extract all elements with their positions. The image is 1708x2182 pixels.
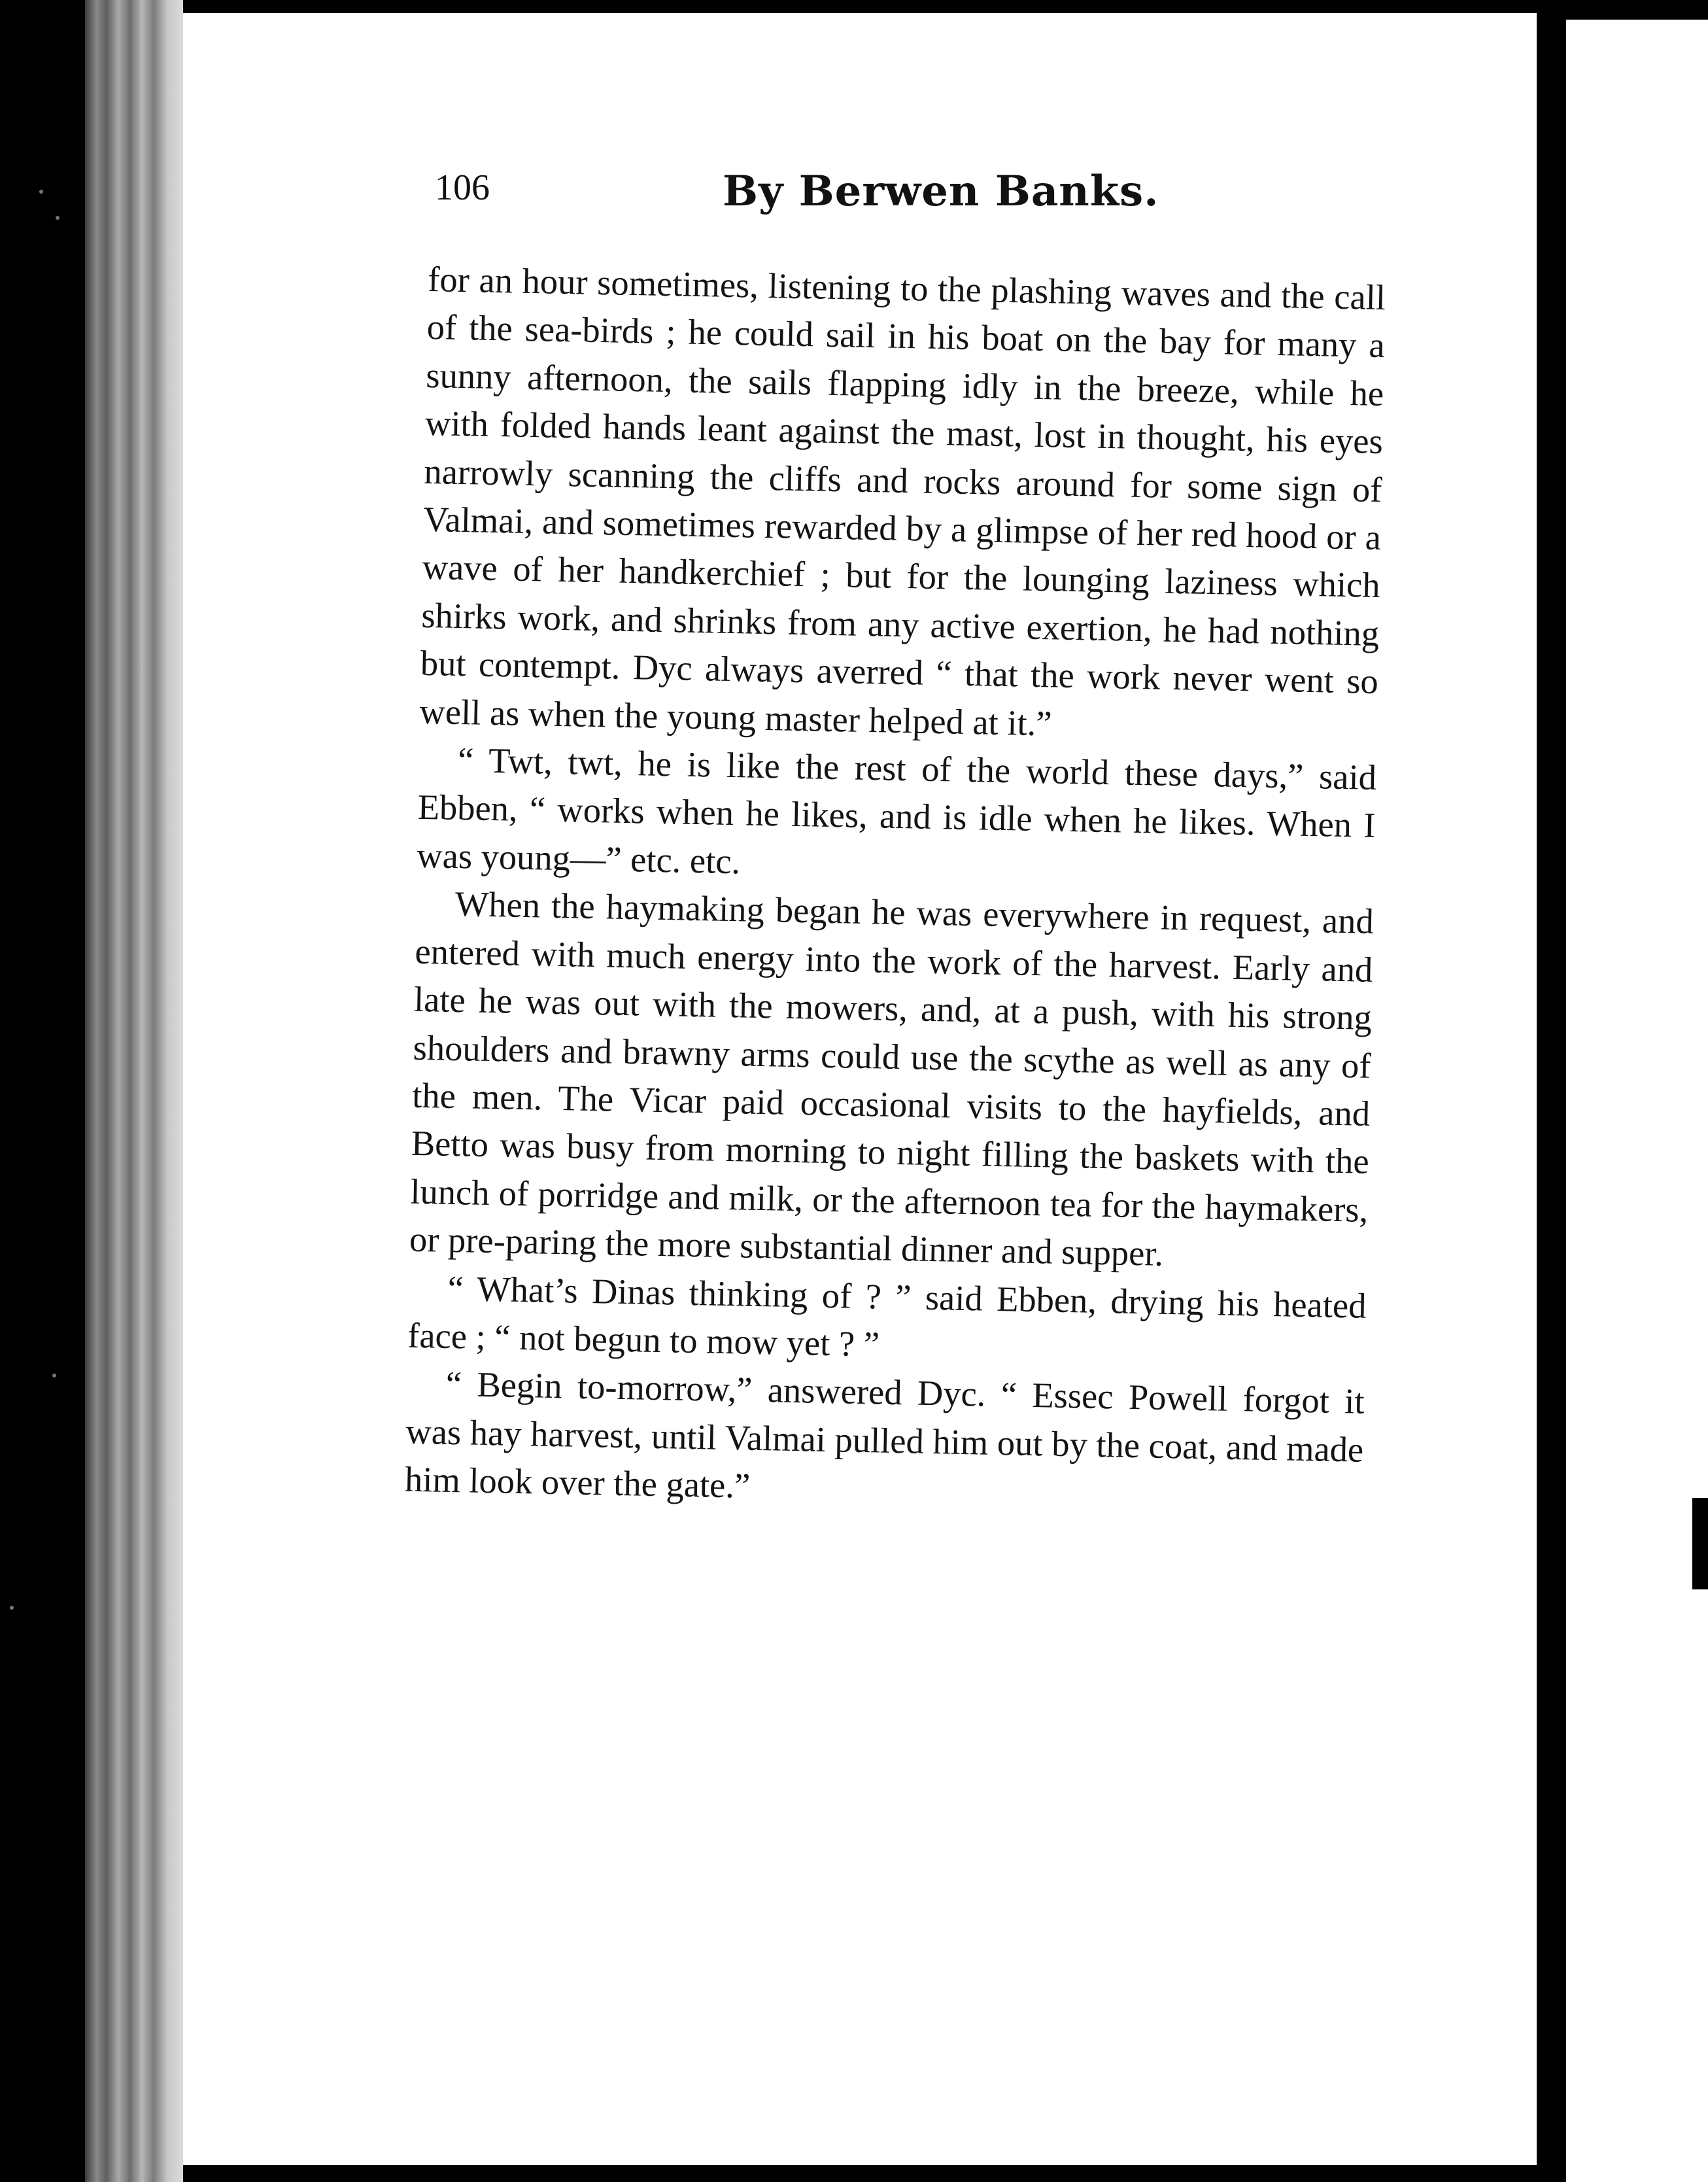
scan-speck	[52, 1374, 56, 1377]
book-gutter	[1537, 0, 1566, 2182]
facing-page-mark	[1692, 1498, 1708, 1589]
facing-page-edge	[1566, 20, 1708, 2182]
paragraph: “ What’s Dinas thinking of ? ” said Ebben, drying his heated face ; “ not begun to mow yet ? ”	[407, 1268, 1367, 1364]
paragraph: “ Begin to-morrow,” answered Dyc. “ Essec Powell forgot it was hay harvest, until Valmai pulled him out by the coat, and made him look over the gate.”	[404, 1364, 1365, 1506]
book-page-edges	[85, 0, 183, 2182]
running-title: By Berwen Banks.	[723, 167, 1159, 216]
scan-speck	[10, 1606, 14, 1610]
body-text	[404, 255, 1386, 1521]
scan-speck	[56, 216, 60, 220]
paragraph: “ Twt, twt, he is like the rest of the world these days,” said Ebben, “ works when he likes, and is idle when he likes. When I was young—” etc. etc.	[416, 740, 1377, 882]
scan-speck	[39, 190, 43, 194]
paragraph: for an hour sometimes, listening to the plashing waves and the call of the sea-birds ; he could sail in his boat on the bay for many a sunny afternoon, the sails flapping idly in the breeze, while he with folded hands leant against the mast, lost in thought, his eyes narrowly scanning the cliffs and rocks around for some sign of Valmai, and sometimes rewarded by a glimpse of her red hood or a wave of her handkerchief ; but for the lounging laziness which shirks work, and shrinks from any active exertion, he had nothing but contempt. Dyc always averred “ that the work never went so well as when the young master helped at it.”	[419, 258, 1386, 744]
paragraph: When the haymaking began he was everywhere in request, and entered with much energy into the work of the harvest. Early and late he was out with the mowers, and, at a push, with his strong shoulders and brawny arms could use the scythe as well as any of the men. The Vicar paid occasional visits to the hayfields, and Betto was busy from morning to night filling the baskets with the lunch of porridge and milk, or the afternoon tea for the haymakers, or pre-paring the more substantial dinner and supper.	[409, 884, 1375, 1273]
page-number: 106	[435, 167, 490, 208]
scan-left-margin	[0, 0, 85, 2182]
